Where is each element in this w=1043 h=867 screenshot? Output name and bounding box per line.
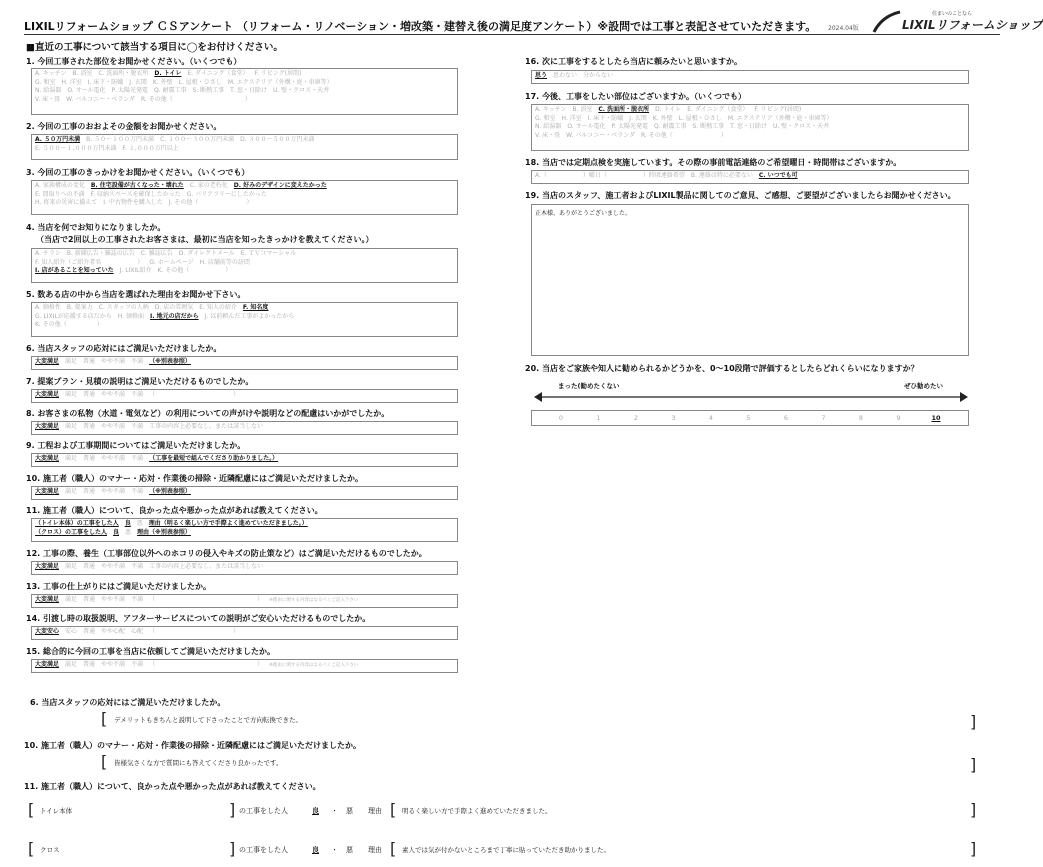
q4-subtitle: （当店で2回以上の工事されたお客さまは、最初に当店を知ったきっかけを教えてください。） [36, 235, 374, 244]
q20-scale[interactable] [531, 410, 969, 426]
option[interactable]: 良 [124, 520, 131, 527]
q6-title: 6. 当店スタッフの応対にはご満足いただけましたか。 [26, 344, 222, 353]
option[interactable]: やや不満 [101, 455, 126, 462]
option[interactable]: I. 中古物件を購入した [103, 199, 163, 207]
option[interactable]: H. 価格面 [117, 312, 145, 320]
option[interactable]: D. トイレ [655, 106, 682, 113]
q9-options[interactable] [31, 453, 458, 467]
option-line [35, 250, 454, 259]
bottom-q11-reason: 素人では気が付かないところまで丁寧に貼っていただき助かりました。 [402, 846, 610, 854]
option[interactable]: G. 和室 [535, 114, 556, 122]
option[interactable]: Q. 耐震工事 [154, 87, 187, 95]
q16-options[interactable] [531, 70, 969, 84]
option-line [535, 106, 965, 115]
option[interactable]: G. 和室 [35, 78, 56, 86]
scale-tick-3[interactable]: 3 [671, 414, 676, 422]
q15-options[interactable] [31, 659, 458, 673]
option[interactable]: A. 価格性 [35, 304, 61, 311]
option[interactable]: 安心 [65, 628, 78, 635]
scale-tick-4[interactable]: 4 [708, 414, 714, 422]
option[interactable]: 満足 [65, 563, 78, 570]
option[interactable]: A. ５０万円未満 [35, 136, 81, 143]
option[interactable]: B. 住宅設備が古くなった・壊れた [90, 182, 184, 189]
version-date: 2024.04版 [828, 25, 859, 32]
option[interactable]: G. ホームページ [149, 258, 194, 266]
option[interactable]: I. 床下・防蟻 [87, 78, 124, 86]
option[interactable]: J. その他（ ） [168, 199, 253, 207]
bottom-q6-bracket-close: ] [970, 712, 977, 731]
section-title: ■直近の工事について該当する項目に◯をお付けください。 [26, 42, 283, 53]
option[interactable]: B. 提案力 [66, 304, 93, 311]
option[interactable]: 普通 [83, 563, 96, 570]
q2-title: 2. 今回の工事のおおよその金額をお聞かせください。 [26, 122, 222, 131]
q12-title: 12. 工事の際、養生（工事部位以外へのホコリの侵入やキズの防止策など）はご満足いただけるものでしたか。 [26, 549, 427, 558]
option[interactable]: D. ３００～５００万円未満 [240, 136, 315, 143]
option-line [535, 115, 965, 124]
option[interactable]: A.（ ）曜日（ ）時頃連絡希望 [535, 172, 685, 179]
option[interactable]: S. 断熱工事 [192, 87, 225, 95]
option[interactable]: F. リビング(居間) [254, 70, 302, 77]
option[interactable]: C. いつでも可 [758, 172, 798, 179]
option[interactable]: O. オール電化 [67, 87, 106, 95]
option[interactable]: B. ５０～１００万円未満 [86, 136, 155, 143]
option-line [35, 304, 454, 313]
option[interactable]: 普通 [83, 455, 96, 462]
q4-options[interactable] [31, 248, 458, 283]
option-line [35, 191, 454, 200]
bottom-q11-good: 良 [312, 846, 319, 854]
option[interactable]: 普通 [83, 596, 96, 603]
option[interactable]: 普通 [83, 488, 96, 495]
option[interactable]: C. スタッフの人柄 [98, 304, 149, 311]
option[interactable]: J. 以前頼んだ工事がよかったから [204, 312, 295, 320]
option[interactable]: A. チラシ [35, 250, 61, 257]
option[interactable]: やや不満 [101, 596, 126, 603]
option[interactable]: 満足 [65, 358, 78, 365]
option[interactable]: やや不満 [101, 661, 126, 668]
option[interactable]: H. 洋室 [61, 78, 82, 86]
option-line [535, 123, 965, 132]
option[interactable]: （トイレ本体）の工事をした人 [35, 520, 119, 527]
option[interactable]: O. オール電化 [567, 123, 606, 131]
q11-options[interactable] [31, 518, 458, 542]
scale-tick-5[interactable]: 5 [746, 414, 751, 422]
q3-title: 3. 今回の工事のきっかけをお聞かせください。（いくつでも） [26, 168, 250, 177]
option[interactable]: 理由（※別表参照） [137, 528, 191, 536]
option[interactable]: P. 太陽光発電 [611, 123, 648, 131]
option[interactable]: T. 窓・日除け [230, 87, 267, 95]
scale-tick-8[interactable]: 8 [858, 414, 864, 422]
option[interactable]: U. 壁・クロス・天井 [272, 87, 330, 95]
option[interactable]: H. 洋室 [561, 114, 582, 122]
option[interactable]: 満足 [65, 391, 78, 398]
option[interactable]: I. 床下・防蟻 [587, 114, 624, 122]
logo-tagline: 住まいのことなら [932, 11, 973, 17]
option[interactable]: A. キッチン [535, 106, 567, 113]
option[interactable]: 思わない [553, 72, 578, 79]
q5-options[interactable] [31, 302, 458, 337]
option-line [35, 520, 454, 529]
option[interactable]: やや不満 [101, 391, 126, 398]
scale-tick-9[interactable]: 9 [896, 414, 901, 422]
q13-options[interactable] [31, 594, 458, 608]
option[interactable]: 大変満足 [35, 661, 60, 668]
q10-title: 10. 施工者（職人）のマナー・応対・作業後の掃除・近隣配慮にはご満足いただけましたか。 [26, 474, 363, 483]
option[interactable]: R. その他（ ） [140, 95, 251, 103]
scale-tick-10[interactable]: 10 [931, 414, 941, 422]
option[interactable]: （※別表参照） [149, 488, 191, 495]
option[interactable]: 大変満足 [35, 488, 60, 495]
option[interactable]: 良 [113, 528, 120, 536]
option[interactable]: G. バリアフリーにしたかった [186, 190, 267, 198]
option[interactable]: 普通 [83, 628, 96, 635]
option[interactable]: 普通 [83, 423, 96, 430]
option[interactable]: B. 新聞広告・雑誌の広告 [66, 250, 135, 257]
option[interactable]: V. 床・畳 [535, 131, 561, 139]
option[interactable]: D. 好みのデザインに変えたかった [233, 182, 327, 189]
option[interactable]: I. 地元の店だから [150, 312, 199, 320]
q8-title: 8. お客さまの私物（水道・電気など）の利用についての声がけや説明などの配慮はいかがでしたか。 [26, 409, 390, 418]
option[interactable]: E. ５００～１,０００万円未満 [35, 144, 117, 152]
option-line [35, 529, 454, 538]
q12-options[interactable] [31, 561, 458, 575]
q11-title: 11. 施工者（職人）について、良かった点や悪かった点があれば教えてください。 [26, 506, 323, 515]
option[interactable]: K. 外壁 [652, 114, 673, 122]
header [24, 11, 1043, 36]
q2-options[interactable] [31, 134, 458, 160]
option[interactable]: H. 将来の災害に備えて [35, 199, 98, 207]
q18-title: 18. 当店では定期点検を実施しています。その際の事前電話連絡のご希望曜日・時間帯はございますか。 [525, 158, 902, 167]
option[interactable]: 普通 [83, 358, 96, 365]
option[interactable]: D. トイレ [154, 70, 182, 77]
option[interactable]: E. 知人の紹介 [199, 304, 237, 311]
option-line [535, 132, 965, 141]
option[interactable]: J. LIXIL紹介 [119, 267, 152, 275]
q10-options[interactable] [31, 486, 458, 500]
scale-tick-2[interactable]: 2 [633, 414, 639, 422]
bottom-q6-title: 6. 当店スタッフの応対にはご満足いただけましたか。 [30, 698, 226, 707]
option[interactable]: C. 洗面所・脱衣所 [598, 106, 650, 113]
q18-options[interactable] [531, 170, 969, 184]
option[interactable]: C. 洗面所・脱衣所 [98, 70, 149, 77]
option[interactable]: M. エクステリア（外構・庭・車庫等） [227, 78, 333, 86]
option-line [35, 313, 454, 322]
option[interactable]: 工事の内容上必要なし、または該当しない [149, 423, 264, 430]
option[interactable]: J. 玄関 [629, 114, 647, 122]
option[interactable]: やや不満 [101, 563, 126, 570]
option[interactable]: 大変満足 [35, 563, 60, 570]
option[interactable]: 普通 [83, 391, 96, 398]
q16-title: 16. 次に工事をするとしたら当店に頼みたいと思いますか。 [525, 57, 742, 66]
q6-options[interactable] [31, 356, 458, 370]
option[interactable]: S. 断熱工事 [692, 123, 725, 131]
option[interactable]: 大変満足 [35, 358, 60, 365]
scale-tick-1[interactable]: 1 [596, 414, 601, 422]
option[interactable]: G. LIXILが応援する店だから [35, 312, 112, 320]
bottom-q11-title: 11. 施工者（職人）について、良かった点や悪かった点があれば教えてください。 [24, 782, 321, 791]
header-divider [24, 34, 1000, 35]
option[interactable]: 大変満足 [35, 455, 60, 462]
option[interactable]: 分からない [583, 72, 614, 79]
q20-right-label: ぜひ勧めたい [904, 382, 943, 390]
option-line [35, 321, 454, 330]
option[interactable]: 不満 [131, 661, 144, 668]
option-line [35, 96, 454, 105]
option[interactable]: E. ダイニング（食堂） [687, 106, 749, 113]
option[interactable]: 満足 [65, 488, 78, 495]
q19-title: 19. 当店のスタッフ、施工者およびLIXIL製品に関してのご意見、ご感想、ご要望がございましたらお聞かせください。 [525, 191, 956, 200]
option[interactable]: R. その他（ ） [640, 131, 727, 139]
option[interactable]: N. 給湯器 [35, 87, 62, 95]
option[interactable]: M. エクステリア（外構・庭・車庫等） [727, 114, 833, 122]
option[interactable]: 悪 [125, 528, 132, 536]
scale-tick-6[interactable]: 6 [783, 414, 789, 422]
option[interactable]: C. 家の老朽化 [189, 182, 228, 189]
option[interactable]: W. バルコニー・ベランダ [566, 131, 635, 139]
q1-options[interactable] [31, 68, 458, 115]
option[interactable]: B. 連絡は特に必要ない [690, 172, 753, 179]
option[interactable]: 不満 [131, 423, 144, 430]
option[interactable]: やや不満 [101, 423, 126, 430]
option[interactable]: L. 屋根・ひさし [178, 78, 222, 86]
option[interactable]: E. ＴＶコマーシャル [240, 250, 297, 257]
option[interactable]: 満足 [65, 423, 78, 430]
bottom-q6-bracket-open: [ [101, 709, 108, 728]
option[interactable]: （※別表参照） [149, 358, 191, 365]
option[interactable]: F. 知名度 [242, 304, 269, 311]
logo-swoosh-icon [872, 10, 902, 34]
option[interactable]: H. 店舗前等の訪問 [199, 258, 250, 266]
option[interactable]: 不満 [131, 596, 144, 603]
option[interactable]: E. 間取りへの不満 [35, 190, 85, 198]
note: ※理由に関する内容はなるべくご記入下さい [269, 663, 359, 668]
option[interactable]: 大変満足 [35, 423, 60, 430]
option[interactable]: F. 収納スペースを確保したかった [90, 190, 181, 198]
option[interactable]: C. 雑誌広告 [140, 250, 173, 257]
bottom-q11-part: クロス [40, 846, 60, 854]
option[interactable]: K. その他（ ） [157, 267, 232, 275]
page-title: LIXILリフォームショップ ＣＳアンケート （リフォーム・リノベーション・増改築・建替え後の満足度アンケート）※設問では工事と表記させていただきます。 [24, 20, 817, 33]
option[interactable]: A. 家族構成の変化 [35, 182, 85, 189]
q20-left-label: まった(勧めたくない [558, 382, 620, 390]
option[interactable]: T. 窓・日除け [730, 123, 767, 131]
bottom-q10-bracket-open: [ [101, 752, 108, 771]
option-line [35, 182, 454, 191]
option[interactable]: 満足 [65, 596, 78, 603]
option[interactable]: F. リビング(居間) [754, 106, 802, 113]
option[interactable]: K. その他（ ） [35, 321, 103, 329]
option-line [35, 70, 454, 79]
option[interactable]: V. 床・畳 [35, 95, 61, 103]
option[interactable]: 心配 [131, 628, 144, 635]
option[interactable]: A. キッチン [35, 70, 67, 77]
option[interactable]: 大変満足 [35, 596, 60, 603]
option[interactable]: K. 外壁 [152, 78, 173, 86]
option[interactable]: C. １００～３００万円未満 [160, 136, 235, 143]
option[interactable]: やや不満 [101, 488, 126, 495]
option[interactable]: B. 浴室 [572, 106, 593, 113]
option[interactable]: 思う [535, 72, 548, 79]
option-line [35, 79, 454, 88]
option[interactable]: P. 太陽光発電 [111, 87, 148, 95]
option[interactable]: B. 浴室 [72, 70, 93, 77]
option[interactable]: 不満 [131, 488, 144, 495]
option-line [35, 145, 454, 154]
option[interactable]: （ ） [149, 628, 240, 635]
q17-title: 17. 今後、工事をしたい部位はございますか。（いくつでも） [525, 92, 746, 101]
bottom-q11-reason: 明るく楽しい方で手際よく進めていただきました。 [402, 807, 552, 815]
option[interactable]: 大変安心 [35, 628, 60, 635]
option-line [35, 267, 454, 276]
option[interactable]: D. ダイレクトメール [178, 250, 235, 257]
lixil-logo [872, 10, 1043, 34]
option[interactable]: 大変満足 [35, 391, 60, 398]
option-line [35, 136, 454, 145]
bottom-q11-bad: 悪 [346, 846, 353, 854]
option[interactable]: （ ） [149, 391, 240, 398]
option[interactable]: （工事を最短で組んでくださり助かりました。） [149, 455, 279, 462]
option-line [35, 259, 454, 268]
bottom-q10-bracket-close: ] [970, 755, 977, 774]
option-line [35, 199, 454, 208]
bottom-q10-title: 10. 施工者（職人）のマナー・応対・作業後の掃除・近隣配慮にはご満足いただけましたか。 [24, 741, 361, 750]
option-line [35, 87, 454, 96]
note: ※理由に関する内容はなるべくご記入下さい [269, 598, 359, 603]
option[interactable]: （クロス）の工事をした人 [35, 528, 108, 536]
q7-title: 7. 提案プラン・見積の説明はご満足いただけるものでしたか。 [26, 377, 254, 386]
q20-scale-arrow-icon [534, 392, 968, 402]
option[interactable]: 不満 [131, 391, 144, 398]
option[interactable]: やや不満 [101, 358, 126, 365]
q19-answer: 正木様、ありがとうございました。 [535, 210, 632, 217]
option[interactable]: 普通 [83, 661, 96, 668]
option[interactable]: やや心配 [101, 628, 126, 635]
q17-options[interactable] [531, 104, 969, 151]
q5-title: 5. 数ある店の中から当店を選ばれた理由をお聞かせ下さい。 [26, 290, 246, 299]
option[interactable]: E. ダイニング（食堂） [187, 70, 249, 77]
bottom-q11-part: トイレ本体 [40, 807, 73, 815]
bottom-q11-bad: 悪 [346, 807, 353, 815]
q3-options[interactable] [31, 180, 458, 215]
option[interactable]: 工事の内容上必要なし、または該当しない [149, 563, 264, 570]
q14-options[interactable] [31, 626, 458, 640]
q15-title: 15. 総合的に今回の工事を当店に依頼してご満足いただけましたか。 [26, 647, 275, 656]
option[interactable]: F. １,０００万円以上 [122, 144, 179, 152]
bottom-q11-good: 良 [312, 807, 319, 815]
q4-title: 4. 当店を何でお知りになりましたか。 [26, 223, 166, 232]
q8-options[interactable] [31, 421, 458, 435]
option[interactable]: 不満 [131, 455, 144, 462]
option[interactable]: W. バルコニー・ベランダ [66, 95, 135, 103]
scale-tick-7[interactable]: 7 [821, 414, 826, 422]
q7-options[interactable] [31, 389, 458, 403]
option[interactable]: 不満 [131, 358, 144, 365]
option[interactable]: J. 玄関 [129, 78, 147, 86]
logo-text: LIXILリフォームショップ [902, 18, 1043, 32]
option[interactable]: F. 知人紹介（ご紹介者名 ） [35, 258, 144, 266]
option[interactable]: L. 屋根・ひさし [678, 114, 722, 122]
q14-title: 14. 引渡し時の取扱説明、アフターサービスについての説明がご安心いただけるものでしたか。 [26, 614, 371, 623]
q1-title: 1. 今回工事された部位をお聞かせください。（いくつでも） [26, 57, 242, 66]
bottom-q10-answer: 皆様気さくな方で質問にも答えてくださり良かったです。 [114, 759, 283, 767]
option[interactable]: Q. 耐震工事 [654, 123, 687, 131]
option[interactable]: I. 店があることを知っていた [35, 267, 114, 275]
option[interactable]: （ ） [149, 596, 264, 603]
option[interactable]: U. 壁・クロス・天井 [772, 123, 830, 131]
scale-tick-0[interactable]: 0 [558, 414, 564, 422]
option[interactable]: 不満 [131, 563, 144, 570]
option[interactable]: 満足 [65, 661, 78, 668]
option[interactable]: 理由（明るく楽しい方で手際よく進めていただきました。） [148, 520, 308, 527]
q9-title: 9. 工程および工事期間についてはご満足いただけましたか。 [26, 441, 246, 450]
option[interactable]: （ ） [149, 661, 264, 668]
q13-title: 13. 工事の仕上がりにはご満足いただけましたか。 [26, 582, 211, 591]
q19-answer-box[interactable] [531, 204, 969, 356]
q20-title: 20. 当店をご家族や知人に勧められるかどうかを、0～10段階で評価するとしたらどれくらいになりますか？ [525, 364, 919, 373]
option[interactable]: D. 店の雰囲気 [154, 304, 194, 311]
bottom-q6-answer: デメリットもきちんと説明して下さったことで方向転換できた。 [114, 716, 302, 724]
option[interactable]: 満足 [65, 455, 78, 462]
option[interactable]: 悪 [136, 520, 143, 527]
option[interactable]: N. 給湯器 [535, 123, 562, 131]
